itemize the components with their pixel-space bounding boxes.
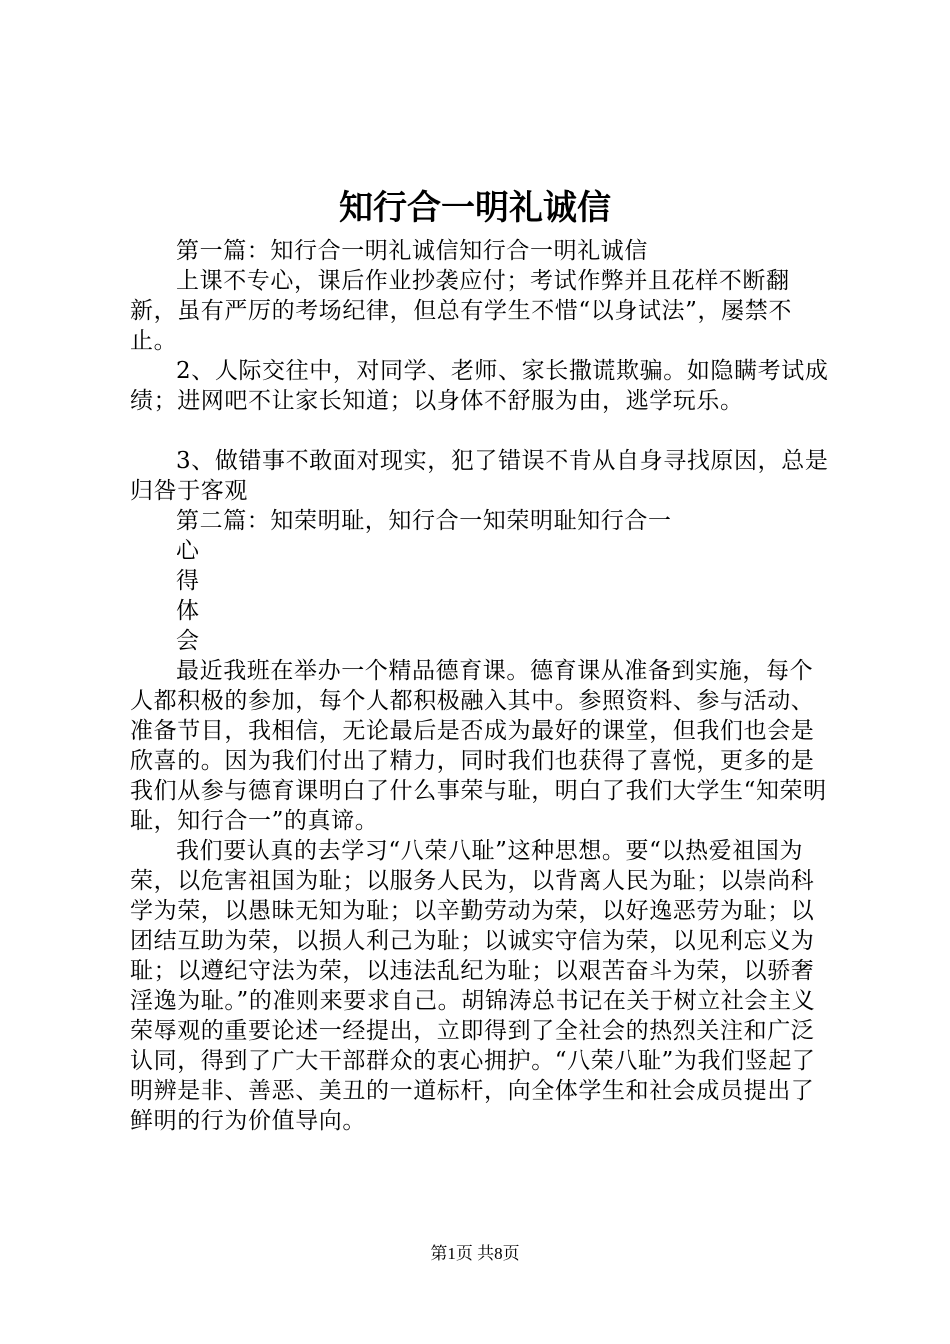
page-number-footer: 第1页 共8页 — [430, 1244, 520, 1263]
paragraph-part1-heading: 第一篇：知行合一明礼诚信知行合一明礼诚信 — [176, 238, 648, 264]
document-body — [130, 236, 830, 1136]
document-title: 知行合一明礼诚信 — [339, 188, 611, 228]
paragraph-blame: 3、做错事不敢面对现实，犯了错误不肯从自身寻找原因，总是归咎于客观 — [130, 448, 829, 504]
paragraph-eight-honors: 我们要认真的去学习“八荣八耻”这种思想。要“以热爱祖国为荣，以危害祖国为耻；以服务人民为，以背离人民为耻；以崇尚科学为荣，以愚昧无知为耻；以辛勤劳动为荣，以好逸恶劳为耻；以团结互助为荣，以损人利己为耻；以诚实守信为荣，以见利忘义为耻；以遵纪守法为荣，以违法乱纪为耻；以艰苦奋斗为荣，以骄奢淫逸为耻。”的准则来要求自己。胡锦涛总书记在关于树立社会主义荣辱观的重要论述一经提出，立即得到了全社会的热烈关注和广泛认同，得到了广大干部群众的衷心拥护。“八荣八耻”为我们竖起了明辨是非、善恶、美丑的一道标杆，向全体学生和社会成员提出了鲜明的行为价值导向。 — [130, 838, 816, 1134]
paragraph-class-behavior: 上课不专心，课后作业抄袭应付；考试作弊并且花样不断翻新，虽有严厉的考场纪律，但总有学生不惜“以身试法”，屡禁不止。 — [130, 268, 792, 354]
paragraph-part2-heading: 第二篇：知荣明耻，知行合一知荣明耻知行合一 — [176, 508, 672, 534]
paragraph-moral-class: 最近我班在举办一个精品德育课。德育课从准备到实施，每个人都积极的参加，每个人都积极融入其中。参照资料、参与活动、准备节目，我相信，无论最后是否成为最好的课堂，但我们也会是欣喜的。因为我们付出了精力，同时我们也获得了喜悦，更多的是我们从参与德育课明白了什么事荣与耻，明白了我们大学生“知荣明耻，知行合一”的真谛。 — [130, 658, 827, 834]
vertical-char: 会 — [176, 628, 200, 654]
paragraph-lying: 2、人际交往中，对同学、老师、家长撒谎欺骗。如隐瞒考试成绩；进网吧不让家长知道；以身体不舒服为由，逃学玩乐。 — [130, 358, 829, 414]
vertical-char: 体 — [176, 598, 200, 624]
vertical-char: 得 — [176, 568, 200, 594]
vertical-char: 心 — [176, 538, 200, 564]
